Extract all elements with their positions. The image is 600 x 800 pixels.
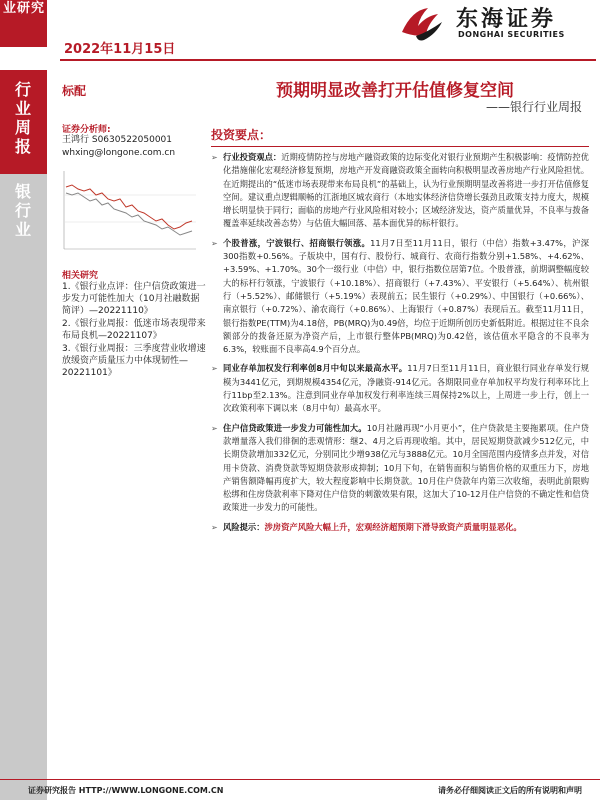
chart-series-bank-index bbox=[66, 185, 192, 229]
footer-divider bbox=[0, 779, 600, 780]
key-point-item bbox=[211, 422, 589, 515]
corner-band bbox=[0, 0, 47, 47]
key-point-body: 近期疫情防控与房地产融资政策的边际变化对银行业预期产生积极影响：疫情防控优化措施催化宏观经济修复预期，房地产开发商融资政策全面转向积极明显改善房地产行业风险担忧。在近期提出的“低迷市场表现带来布局良机”的基础上，认为行业预期明显改善将进一步打开估值修复空间。建议重点逻辑顺畅的江浙地区城农商行（本地实体经济信贷增长强劲且政策支持力度大，规模增长明显快于同行；面临的房地产行业风险相对较小；区域经济发达，资产质量优异，不良率与拨备覆盖率延续改善态势）与估值大幅回落、基本面优异的标杆银行。 bbox=[223, 152, 589, 229]
report-title: 预期明显改善打开估值修复空间 bbox=[276, 81, 514, 101]
arrow-right-icon: ➢ bbox=[211, 522, 218, 532]
report-date: 2022年11月15日 bbox=[64, 42, 176, 57]
key-point-body: 11月7日至11月11日，商业银行同业存单发行规模为3441亿元，到期规模4354亿元，净融资-914亿元。各期限同业存单加权平均发行利率环比上行11bp至2.13%。注意到同业存单加权发行利率连续三周保持2%以上，上周进一步上行，创上一次政策利率下调以来（8月中旬）最高水平。 bbox=[223, 363, 590, 414]
arrow-right-icon: ➢ bbox=[211, 364, 218, 374]
footer-left-text[interactable]: 证券研究报告 HTTP://WWW.LONGONE.COM.CN bbox=[28, 786, 224, 795]
corner-label: 业研究 bbox=[3, 1, 46, 16]
key-point-lead: 个股普涨，宁波银行、招商银行领涨。 bbox=[223, 237, 371, 248]
related-research-item[interactable]: 1.《银行业点评：住户信贷政策进一步发力可能性加大（10月社融数据简评）—20221110》 bbox=[62, 282, 206, 316]
arrow-right-icon: ➢ bbox=[211, 238, 218, 248]
key-point-lead: 风险提示： bbox=[223, 521, 265, 532]
analyst-email[interactable]: whxing@longone.com.cn bbox=[62, 148, 176, 158]
key-point-item bbox=[211, 237, 589, 357]
index-trend-chart bbox=[60, 165, 200, 260]
key-point-item bbox=[211, 521, 589, 534]
header-divider bbox=[60, 59, 596, 61]
arrow-right-icon: ➢ bbox=[211, 153, 218, 162]
sidebar-band-industry bbox=[0, 174, 47, 800]
report-subtitle: ——银行行业周报 bbox=[485, 100, 582, 114]
key-point-body: 10月社融再现“小月更小”，住户贷款是主要拖累项。住户贷款增量落入我们徘徊的悲观情形：继2、4月之后再现收缩。其中，居民短期贷款减少512亿元，中长期贷款增加332亿元，分别同比少增938亿元与3888亿元。10月全国范围内疫情多点并发，对信用卡贷款、消费贷款等短期贷款形成抑制；10月下旬，在销售面积与销售价格的双重压力下，房地产销售额降幅再度扩大，较大程度影响中长期贷款。10月住户贷款年内第三次收缩，表明此前限购松绑和住房贷款利率下降对住户信贷的刺激效果有限，这加大了10-12月住户信贷的不确定性和信贷政策进一步发力的可能性。 bbox=[223, 422, 589, 513]
analyst-info bbox=[62, 134, 175, 160]
analyst-label: 证券分析师: bbox=[62, 125, 111, 135]
key-point-lead: 行业投资观点： bbox=[223, 152, 282, 162]
arrow-right-icon: ➢ bbox=[211, 423, 218, 433]
related-research-item[interactable]: 3.《银行业周报：三季度营业收增速放缓资产质量压力中体现韧性—20221101》 bbox=[62, 344, 206, 378]
sidebar-report-type: 行业周报 bbox=[14, 80, 31, 156]
logo-cn-text: 东海证券 bbox=[456, 6, 557, 32]
related-research-title: 相关研究 bbox=[62, 271, 99, 281]
footer-disclaimer: 请务必仔细阅读正文后的所有说明和声明 bbox=[438, 786, 582, 795]
key-point-item bbox=[211, 151, 589, 231]
key-points-title: 投资要点： bbox=[211, 128, 272, 142]
related-research-item[interactable]: 2.《银行业周报：低迷市场表现带来布局良机—20221107》 bbox=[62, 319, 206, 341]
key-point-lead: 住户信贷政策进一步发力可能性加大。 bbox=[223, 422, 367, 433]
key-points-list bbox=[211, 151, 589, 540]
sidebar-band-report-type bbox=[0, 70, 47, 174]
analyst-name: 王鸿行 S0630522050001 bbox=[62, 135, 173, 145]
risk-warning-body: 涉房资产风险大幅上升，宏观经济超预期下滑导致资产质量明显恶化。 bbox=[264, 521, 522, 532]
donghai-bird-logo-icon bbox=[398, 2, 450, 44]
key-point-item bbox=[211, 362, 589, 415]
sidebar-industry: 银行业 bbox=[14, 182, 31, 239]
key-point-lead: 同业存单加权发行利率创8月中旬以来最高水平。 bbox=[223, 363, 408, 374]
company-logo bbox=[398, 2, 596, 46]
key-point-body: 11月7日至11月11日，银行（中信）指数+3.47%，沪深300指数+0.56%。子版块中，国有行、股份行、城商行、农商行指数分别+1.58%、+4.62%、+3.59%、+1.70%。30个一级行业（中信）中，银行指数位居第7位。个股普涨，前期调整幅度较大的标杆行领涨，宁波银行（+10.18%）、招商银行（+7.43%）、平安银行（+5.64%）、杭州银行（+5.52%）、邮储银行（+5.19%）表现前五；民生银行（+0.29%）、中国银行（+0.66%）、南京银行（+0.72%）、渝农商行（+0.86%）、上海银行（+0.87%）表现后五。截至11月11日，银行指数PE(TTM)为4.18倍，PB(MRQ)为0.49倍，均位于近期所创历史新低附近。根据过往不良余额部分的拨备还原为净资产后，上市银行整体PB(MRQ)为0.42倍，该估值水平隐含的不良率为6.3%，较账面不良率高4.9个百分点。 bbox=[223, 237, 589, 355]
rating-label: 标配 bbox=[62, 84, 87, 98]
logo-en-text: DONGHAI SECURITIES bbox=[458, 30, 565, 39]
key-points-divider bbox=[211, 146, 589, 147]
related-research-list bbox=[62, 281, 208, 380]
